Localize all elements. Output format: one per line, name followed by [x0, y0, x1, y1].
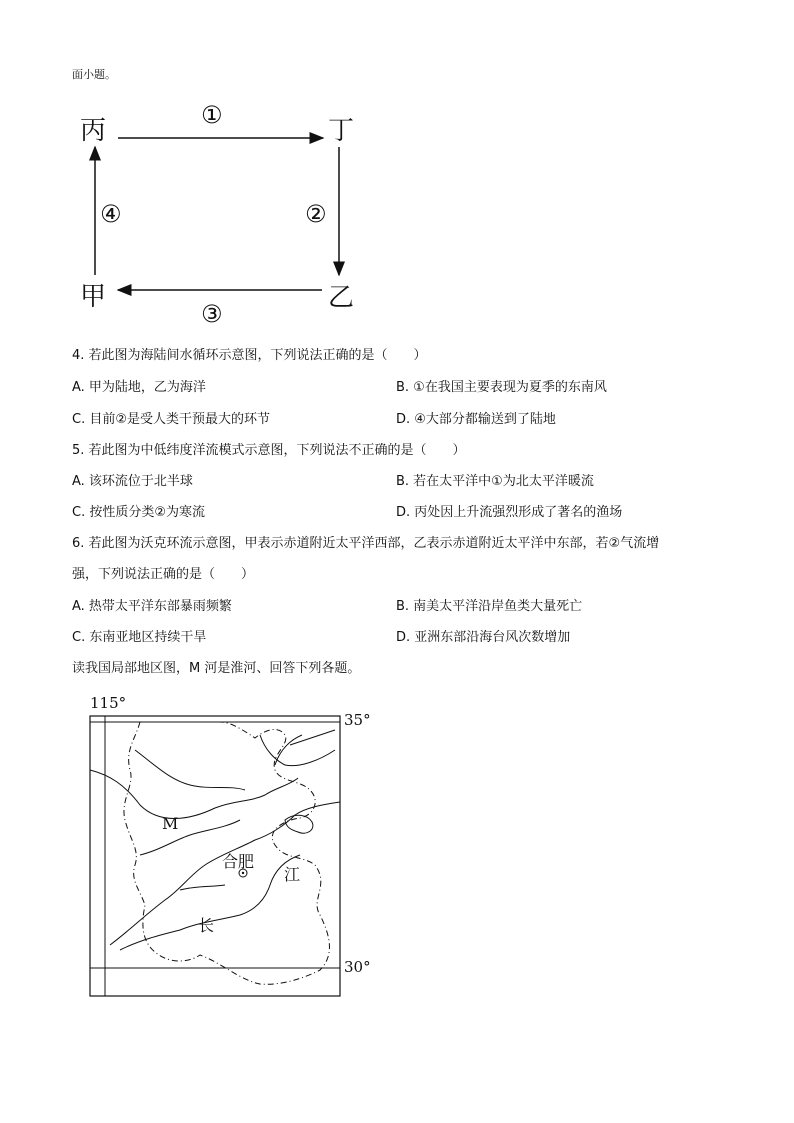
- q6-option-c: C. 东南亚地区持续干旱: [72, 630, 207, 645]
- node-bottom-right: 乙: [328, 283, 355, 313]
- q5-option-c: C. 按性质分类②为寒流: [72, 505, 205, 520]
- river-char-chang: 长: [198, 916, 215, 935]
- q6-stem-line2: 强，下列说法正确的是（ ）: [72, 567, 255, 582]
- node-bottom-left: 甲: [80, 282, 107, 312]
- label-arrow-left: ④: [100, 200, 122, 228]
- chaohu-lake: [285, 815, 313, 833]
- q6-stem-line1: 6. 若此图为沃克环流示意图，甲表示赤道附近太平洋西部，乙表示赤道附近太平洋中东部，若②气流增: [72, 536, 660, 551]
- river-char-jiang: 江: [284, 865, 301, 884]
- q4-stem: 4. 若此图为海陆间水循环示意图，下列说法正确的是（ ）: [72, 348, 427, 363]
- lat-bottom-label: 30°: [344, 958, 371, 976]
- river-m-label: M: [162, 814, 179, 833]
- label-arrow-bottom: ③: [201, 300, 223, 328]
- q5-option-d: D. 丙处因上升流强烈形成了著名的渔场: [396, 505, 623, 520]
- huai-river: [90, 770, 298, 819]
- q4-option-a: A. 甲为陆地，乙为海洋: [72, 380, 206, 395]
- node-top-left: 丙: [80, 116, 107, 146]
- intro-tail: 面小题。: [72, 68, 116, 81]
- q5-stem: 5. 若此图为中低纬度洋流模式示意图，下列说法不正确的是（ ）: [72, 443, 466, 458]
- q6-option-d: D. 亚洲东部沿海台风次数增加: [396, 630, 571, 645]
- q6-option-a: A. 热带太平洋东部暴雨频繁: [72, 599, 232, 614]
- q4-option-d: D. ④大部分都输送到了陆地: [396, 412, 556, 427]
- q5-option-a: A. 该环流位于北半球: [72, 474, 193, 489]
- yangtze-river: [110, 802, 340, 945]
- label-arrow-right: ②: [305, 200, 327, 228]
- q4-option-c: C. 目前②是受人类干预最大的环节: [72, 412, 270, 427]
- q4-option-b: B. ①在我国主要表现为夏季的东南风: [396, 380, 607, 395]
- map-intro: 读我国局部地区图，M 河是淮河、回答下列各题。: [72, 661, 361, 676]
- lat-top-label: 35°: [344, 711, 371, 729]
- lon-label: 115°: [90, 694, 127, 712]
- q5-option-b: B. 若在太平洋中①为北太平洋暖流: [396, 474, 594, 489]
- city-label: 合肥: [222, 852, 255, 871]
- q6-option-b: B. 南美太平洋沿岸鱼类大量死亡: [396, 599, 583, 614]
- node-top-right: 丁: [328, 116, 355, 146]
- label-arrow-top: ①: [201, 101, 223, 129]
